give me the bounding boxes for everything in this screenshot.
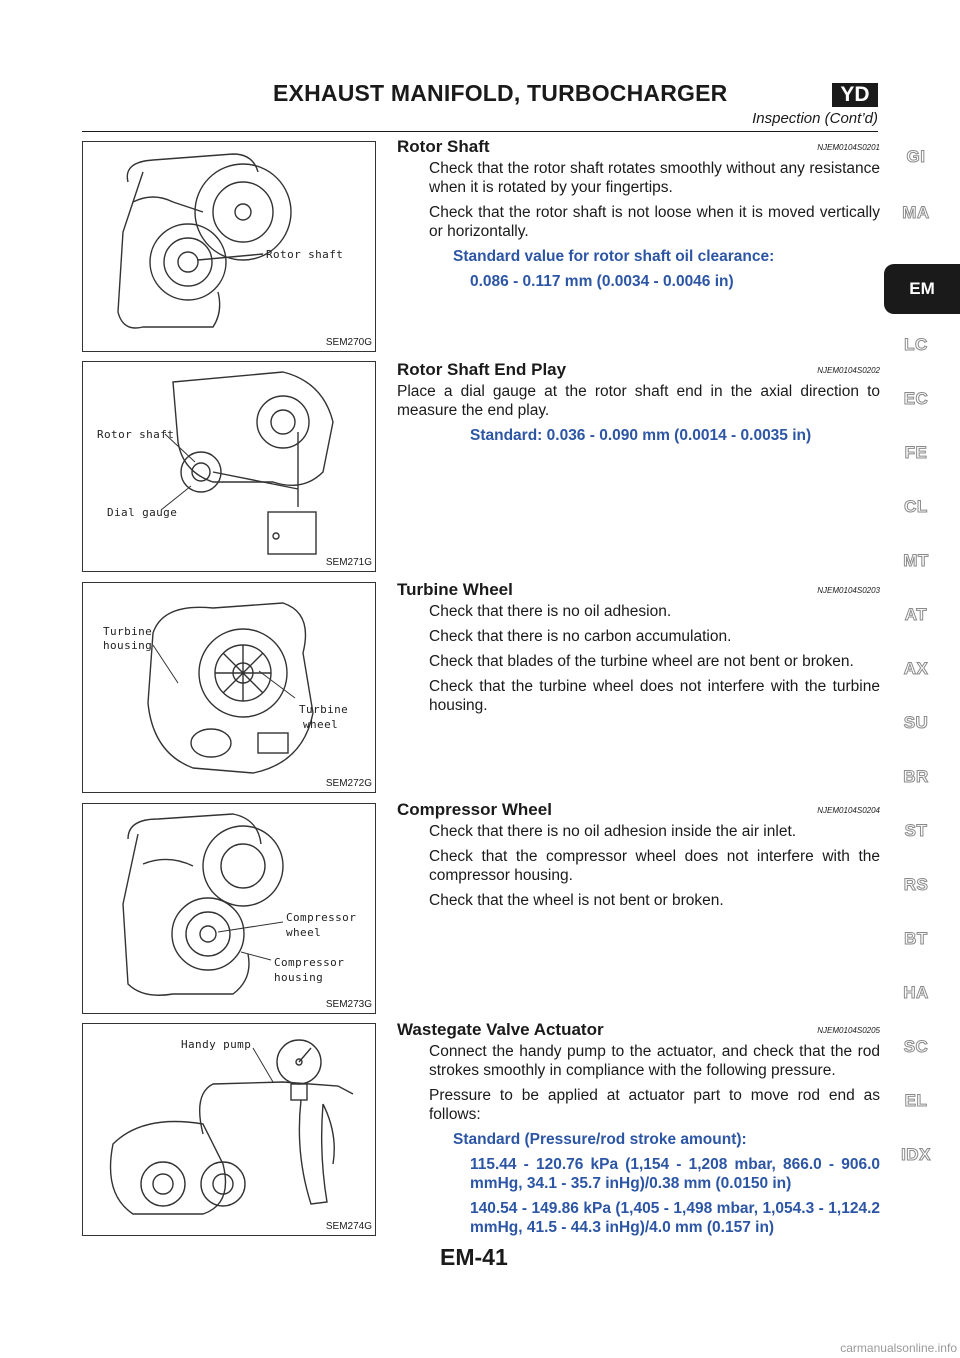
standard-value: 140.54 - 149.86 kPa (1,405 - 1,498 mbar, 1,054.3 - 1,124.2 mmHg, 41.5 - 44.3 inHg)/4.0 mm (0.157 in) (470, 1200, 880, 1236)
side-tab-ax[interactable]: AX (903, 659, 929, 678)
section-title (397, 800, 880, 822)
figure-label: wheel (286, 926, 322, 939)
rotor-shaft-illustration (83, 142, 375, 351)
figure-compressor-wheel (82, 803, 376, 1014)
paragraph: Check that the wheel is not bent or broken. (429, 892, 724, 909)
figure-code: SEM271G (325, 557, 372, 568)
section-code: NJEM0104S0201 (817, 143, 880, 152)
end-play-illustration (83, 362, 375, 571)
figure-label: Turbine (103, 625, 153, 638)
page-header-title: EXHAUST MANIFOLD, TURBOCHARGER (273, 80, 728, 106)
figure-code: SEM270G (325, 337, 372, 348)
side-tab-cl[interactable]: CL (904, 497, 928, 516)
figure-label: Rotor shaft (266, 248, 344, 261)
section-title-text: Rotor Shaft (397, 137, 490, 156)
paragraph: Check that there is no carbon accumulation. (429, 628, 732, 645)
section-code: NJEM0104S0205 (817, 1026, 880, 1035)
figure-label: Compressor (274, 956, 345, 969)
section-title-text: Compressor Wheel (397, 800, 552, 819)
figure-code: SEM272G (325, 778, 372, 789)
section-title-text: Turbine Wheel (397, 580, 513, 599)
paragraph: Check that the rotor shaft is not loose when it is moved vertically or horizontally. (429, 204, 880, 240)
standard-value: 0.086 - 0.117 mm (0.0034 - 0.0046 in) (470, 273, 734, 290)
paragraph: Check that blades of the turbine wheel are not bent or broken. (429, 653, 854, 670)
section-title-text: Wastegate Valve Actuator (397, 1020, 604, 1039)
wastegate-illustration (83, 1024, 375, 1235)
section-code: NJEM0104S0203 (817, 586, 880, 595)
page-header-subtitle: Inspection (Cont’d) (752, 110, 878, 127)
figure-label: Turbine (299, 703, 349, 716)
figure-end-play (82, 361, 376, 572)
turbine-wheel-illustration (83, 583, 375, 792)
section-title (397, 580, 880, 602)
side-tab-lc[interactable]: LC (904, 335, 928, 354)
figure-label: Compressor (286, 911, 357, 924)
side-tab-st[interactable]: ST (904, 821, 928, 840)
side-tab-gi[interactable]: GI (906, 147, 926, 166)
page-number: EM-41 (440, 1244, 508, 1270)
figure-label: wheel (303, 718, 339, 731)
side-tab-idx[interactable]: IDX (901, 1145, 931, 1164)
section-title (397, 360, 880, 382)
paragraph: Check that the compressor wheel does not interfere with the compressor housing. (429, 848, 880, 884)
paragraph: Place a dial gauge at the rotor shaft end in the axial direction to measure the end play. (397, 383, 880, 419)
header-divider (82, 131, 878, 132)
figure-wastegate-actuator (82, 1023, 376, 1236)
compressor-wheel-illustration (83, 804, 375, 1013)
standard-label: Standard value for rotor shaft oil clearance: (453, 248, 775, 265)
standard-label: Standard: 0.036 - 0.090 mm (0.0014 - 0.0035 in) (470, 427, 812, 444)
paragraph: Check that the turbine wheel does not interfere with the turbine housing. (429, 678, 880, 714)
side-tab-at[interactable]: AT (904, 605, 928, 624)
section-code: NJEM0104S0202 (817, 366, 880, 375)
section-rotor-shaft-end-play (397, 360, 880, 451)
section-title (397, 1020, 880, 1042)
standard-label: Standard (Pressure/rod stroke amount): (453, 1131, 747, 1148)
section-wastegate-valve-actuator (397, 1020, 880, 1243)
side-tab-br[interactable]: BR (903, 767, 929, 786)
side-tab-rs[interactable]: RS (903, 875, 929, 894)
paragraph: Check that there is no oil adhesion inside the air inlet. (429, 823, 797, 840)
side-tab-ha[interactable]: HA (903, 983, 929, 1002)
figure-label: housing (274, 971, 324, 984)
side-tab-em-active[interactable]: EM (884, 264, 960, 314)
side-tab-su[interactable]: SU (903, 713, 929, 732)
side-tab-bt[interactable]: BT (904, 929, 928, 948)
figure-label: Handy pump (181, 1038, 252, 1051)
side-tab-el[interactable]: EL (904, 1091, 928, 1110)
side-tab-ec[interactable]: EC (903, 389, 929, 408)
figure-code: SEM273G (325, 999, 372, 1010)
figure-code: SEM274G (325, 1221, 372, 1232)
figure-rotor-shaft (82, 141, 376, 352)
side-tab-sc[interactable]: SC (903, 1037, 929, 1056)
section-turbine-wheel (397, 580, 880, 721)
paragraph: Check that there is no oil adhesion. (429, 603, 672, 620)
figure-label: Rotor shaft (97, 428, 175, 441)
standard-value: 115.44 - 120.76 kPa (1,154 - 1,208 mbar, 866.0 - 906.0 mmHg, 34.1 - 35.7 inHg)/0.38 mm (0.0150 in) (470, 1156, 880, 1192)
side-tab-mt[interactable]: MT (903, 551, 929, 570)
paragraph: Connect the handy pump to the actuator, and check that the rod strokes smoothly in compliance with the following pressure. (429, 1043, 880, 1079)
section-title-text: Rotor Shaft End Play (397, 360, 567, 379)
figure-turbine-wheel (82, 582, 376, 793)
section-compressor-wheel (397, 800, 880, 916)
paragraph: Check that the rotor shaft rotates smoothly without any resistance when it is rotated by your fingertips. (429, 160, 880, 196)
figure-label: Dial gauge (107, 506, 178, 519)
section-title (397, 137, 880, 159)
figure-label: housing (103, 639, 153, 652)
engine-badge: YD (832, 83, 878, 107)
paragraph: Pressure to be applied at actuator part to move rod end as follows: (429, 1087, 880, 1123)
section-rotor-shaft (397, 137, 880, 297)
footer-watermark[interactable]: carmanualsonline.info (840, 1341, 957, 1355)
side-tab-fe[interactable]: FE (904, 443, 928, 462)
side-tab-ma[interactable]: MA (902, 203, 930, 222)
section-code: NJEM0104S0204 (817, 806, 880, 815)
